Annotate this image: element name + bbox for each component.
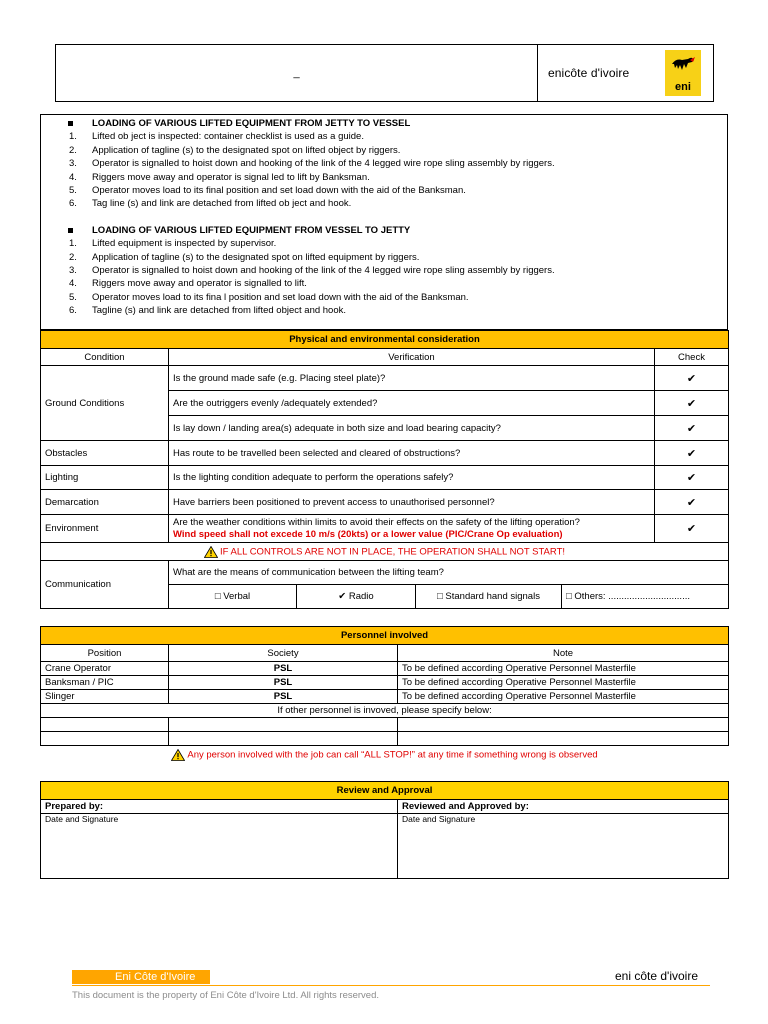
check-cell[interactable]: ✔ xyxy=(655,466,729,490)
other-personnel-note: If other personnel is invoved, please specify below: xyxy=(41,704,729,718)
verification-question: What are the means of communication between the lifting team? xyxy=(169,561,729,585)
six-legged-dog-icon xyxy=(670,54,696,74)
physical-environment-table xyxy=(40,330,729,609)
prepared-by-label: Prepared by: xyxy=(41,800,398,814)
check-cell[interactable]: ✔ xyxy=(655,416,729,441)
procedure-step: 3. Operator is signalled to hoist down and hooking of the link of the 4 legged wire rope sling assembly by riggers. xyxy=(69,158,555,170)
header-title: _ xyxy=(56,45,538,101)
table-row: Slinger PSL To be defined according Operative Personnel Masterfile xyxy=(41,690,729,704)
square-bullet-icon xyxy=(68,228,73,233)
verification-question: Has route to be travelled been selected and cleared of obstructions? xyxy=(169,441,655,466)
all-stop-warning-row: Any person involved with the job can call “ALL STOP!” at any time if something wrong is observed xyxy=(41,746,729,764)
stop-warning-row: IF ALL CONTROLS ARE NOT IN PLACE, THE OPERATION SHALL NOT START! xyxy=(41,543,729,561)
footer-divider xyxy=(72,985,710,986)
table-row: Crane Operator PSL To be defined according Operative Personnel Masterfile xyxy=(41,662,729,676)
section-header: Personnel involved xyxy=(41,627,729,645)
table-row: Banksman / PIC PSL To be defined according Operative Personnel Masterfile xyxy=(41,676,729,690)
personnel-table xyxy=(40,626,729,764)
footer-copyright: This document is the property of Eni Côte d'Ivoire Ltd. All rights reserved. xyxy=(72,990,380,1001)
reviewed-signature-field[interactable]: Date and Signature xyxy=(398,814,729,879)
verification-question: Is lay down / landing area(s) adequate in both size and load bearing capacity? xyxy=(169,416,655,441)
procedure-step: 2. Application of tagline (s) to the designated spot on lifted object by riggers. xyxy=(69,144,401,156)
condition-label: Ground Conditions xyxy=(41,366,169,441)
footer-brand: eni côte d'ivoire xyxy=(615,969,699,983)
eni-logo xyxy=(665,50,701,96)
section-header: Review and Approval xyxy=(41,782,729,800)
square-bullet-icon xyxy=(68,121,73,126)
section-header: Physical and environmental consideration xyxy=(41,331,729,349)
verification-question: Are the weather conditions within limits to avoid their effects on the safety of the lifting operation? Wind speed shall not excede 10 m/s (20kts) or a lower value (PIC/Crane Op evaluation) xyxy=(169,515,655,543)
footer-accent xyxy=(72,970,114,984)
condition-label: Lighting xyxy=(41,466,169,490)
option-hand-signals-checkbox[interactable]: □ Standard hand signals xyxy=(416,585,562,609)
option-others-checkbox[interactable]: □ Others: ............................... xyxy=(562,585,729,609)
wind-speed-warning: Wind speed shall not excede 10 m/s (20kts) or a lower value (PIC/Crane Op evaluation) xyxy=(173,528,563,540)
procedure-step: 3. Operator is signalled to hoist down and hooking of the link of the 4 legged wire rope sling assembly by riggers. xyxy=(69,265,555,277)
verification-question: Is the ground made safe (e.g. Placing steel plate)? xyxy=(169,366,655,391)
condition-label: Obstacles xyxy=(41,441,169,466)
procedure-step: 5. Operator moves load to its fina l position and set load down with the aid of the Banksman. xyxy=(69,291,469,303)
option-verbal-checkbox[interactable]: □ Verbal xyxy=(169,585,297,609)
column-header: Note xyxy=(398,645,729,662)
table-row xyxy=(41,718,729,732)
footer-company: Eni Côte d'Ivoire xyxy=(114,970,210,984)
condition-label: Environment xyxy=(41,515,169,543)
condition-label: Demarcation xyxy=(41,490,169,515)
check-cell[interactable]: ✔ xyxy=(655,391,729,416)
brand-name: enicôte d'ivoire xyxy=(548,66,630,80)
column-header: Society xyxy=(169,645,398,662)
prepared-signature-field[interactable]: Date and Signature xyxy=(41,814,398,879)
review-approval-table xyxy=(40,781,729,879)
verification-question: Is the lighting condition adequate to perform the operations safely? xyxy=(169,466,655,490)
document-header xyxy=(55,44,714,102)
column-header: Position xyxy=(41,645,169,662)
reviewed-by-label: Reviewed and Approved by: xyxy=(398,800,729,814)
warning-icon xyxy=(171,749,185,761)
option-radio-checkbox[interactable]: ✔ Radio xyxy=(297,585,416,609)
column-header: Verification xyxy=(169,349,655,366)
logo-word: eni xyxy=(675,81,691,93)
check-cell[interactable]: ✔ xyxy=(655,441,729,466)
procedure-step: 2. Application of tagline (s) to the designated spot on lifted equipment by riggers. xyxy=(69,251,420,263)
procedure-step: 4. Riggers move away and operator is signal led to lift by Banksman. xyxy=(69,171,370,183)
procedure-title: LOADING OF VARIOUS LIFTED EQUIPMENT FROM VESSEL TO JETTY xyxy=(66,224,727,237)
column-header: Check xyxy=(655,349,729,366)
procedure-step: 5. Operator moves load to its final position and set load down with the aid of the Banksman. xyxy=(69,185,466,197)
empty-cell[interactable] xyxy=(398,718,729,732)
procedure-step: 6. Tag line (s) and link are detached from lifted ob ject and hook. xyxy=(69,198,352,210)
check-cell[interactable]: ✔ xyxy=(655,515,729,543)
column-header: Condition xyxy=(41,349,169,366)
procedure-step: 4. Riggers move away and operator is signalled to lift. xyxy=(69,278,307,290)
empty-cell[interactable] xyxy=(169,732,398,746)
header-brand-block xyxy=(538,45,713,101)
table-row xyxy=(41,732,729,746)
procedure-step: 1. Lifted ob ject is inspected: container checklist is used as a guide. xyxy=(69,131,364,143)
verification-question: Are the outriggers evenly /adequately extended? xyxy=(169,391,655,416)
procedure-step: 6. Tagline (s) and link are detached from lifted object and hook. xyxy=(69,305,347,317)
warning-icon xyxy=(204,546,218,558)
check-cell[interactable]: ✔ xyxy=(655,490,729,515)
empty-cell[interactable] xyxy=(398,732,729,746)
empty-cell[interactable] xyxy=(169,718,398,732)
procedure-step: 1. Lifted equipment is inspected by supervisor. xyxy=(69,238,277,250)
empty-cell[interactable] xyxy=(41,718,169,732)
procedure-title: LOADING OF VARIOUS LIFTED EQUIPMENT FROM JETTY TO VESSEL xyxy=(66,117,727,130)
empty-cell[interactable] xyxy=(41,732,169,746)
condition-label: Communication xyxy=(41,561,169,609)
check-cell[interactable]: ✔ xyxy=(655,366,729,391)
procedure-section xyxy=(40,114,728,330)
verification-question: Have barriers been positioned to prevent access to unauthorised personnel? xyxy=(169,490,655,515)
